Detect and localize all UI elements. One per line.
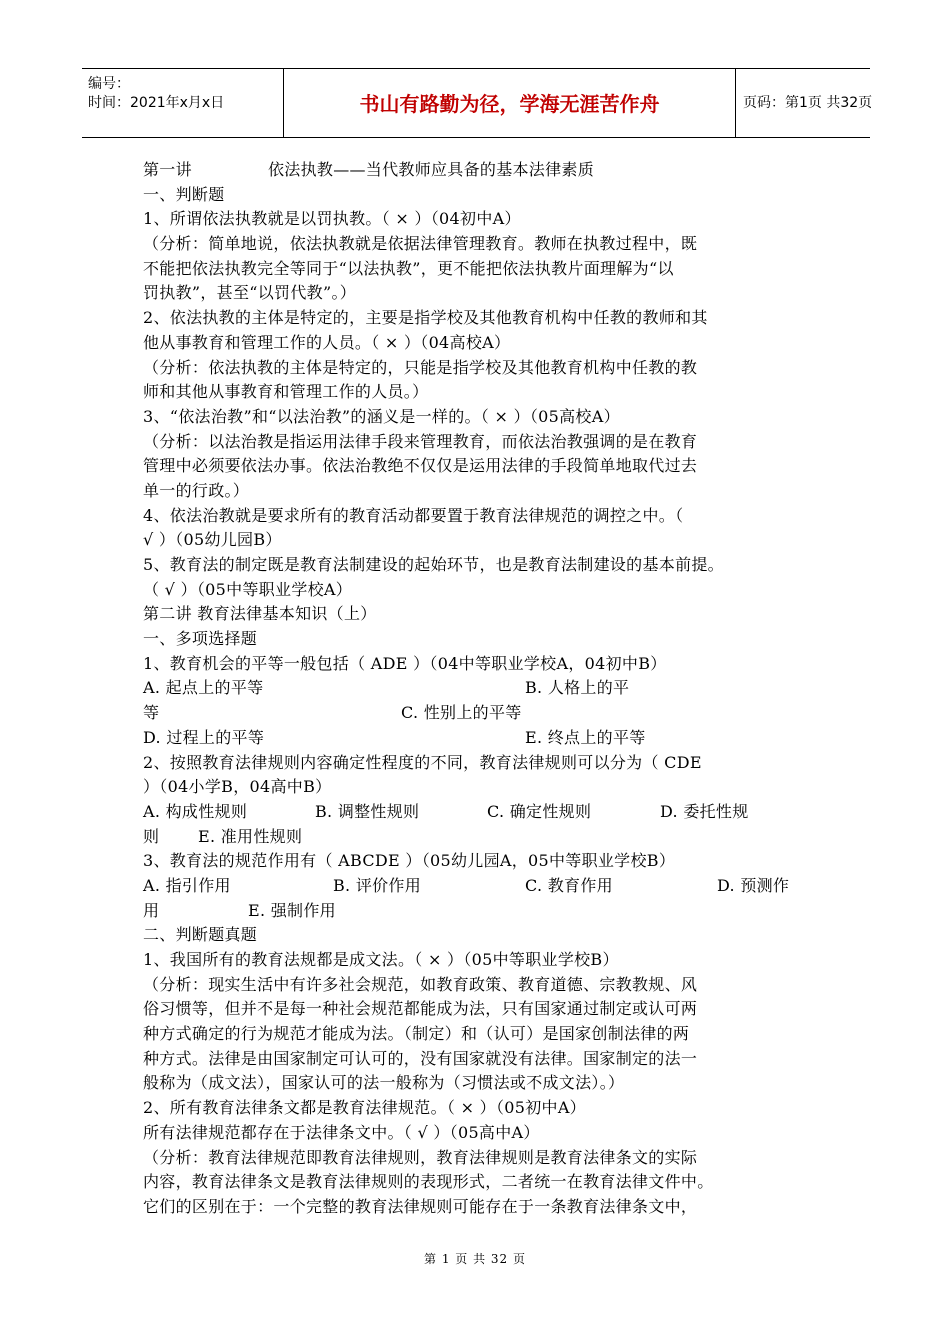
text-segment: （分析：以法治教是指运用法律手段来管理教育，而依法治教强调的是在教育: [143, 431, 698, 451]
text-segment: B. 调整性规则: [315, 801, 420, 821]
text-segment: 2、依法执教的主体是特定的，主要是指学校及其他教育机构中任教的教师和其: [143, 308, 708, 328]
text-segment: 5、教育法的制定既是教育法制建设的起始环节，也是教育法制建设的基本前提。: [143, 555, 724, 574]
text-segment: 2、所有教育法律条文都是教育法律规范。（ × ）（05初中A）: [143, 1098, 586, 1118]
text-segment: 他从事教育和管理工作的人员。（ × ）（04高校A）: [143, 332, 511, 352]
header-motto-cell: [283, 69, 736, 137]
text-segment: 管理中必须要依法办事。依法治教绝不仅仅是运用法律的手段简单地取代过去: [143, 456, 698, 476]
text-segment: C. 教育作用: [525, 875, 613, 895]
text-segment: 1、教育机会的平等一般包括（ ADE ）（04中等职业学校A，04初中B）: [143, 653, 667, 673]
text-line: [143, 306, 803, 331]
text-segment: 单一的行政。）: [143, 480, 250, 500]
page-label: 页码：第1页 共32页: [743, 95, 873, 111]
text-segment: 1、所谓依法执教就是以罚执教。（ × ）（04初中A）: [143, 209, 521, 229]
text-segment: 则: [143, 826, 160, 846]
text-line: [143, 479, 803, 504]
text-line: [143, 676, 803, 701]
text-segment: 第二讲 教育法律基本知识（上）: [143, 604, 377, 624]
text-segment: 师和其他从事教育和管理工作的人员。）: [143, 382, 429, 402]
document-header: [82, 68, 873, 138]
text-segment: B. 评价作用: [333, 875, 422, 895]
page-footer: 第 1 页 共 32 页: [424, 1252, 526, 1266]
text-segment: （分析：教育法律规范即教育法律规则，教育法律规则是教育法律条文的实际: [143, 1147, 698, 1167]
text-line: [143, 775, 803, 800]
text-segment: 罚执教”，甚至“以罚代教”。）: [143, 283, 357, 303]
header-page-cell: [735, 69, 873, 137]
text-segment: 般称为（成文法），国家认可的法一般称为（习惯法或不成文法）。）: [143, 1073, 625, 1093]
text-line: [143, 257, 803, 282]
text-line: [143, 380, 803, 405]
text-segment: C. 性别上的平等: [401, 703, 522, 723]
text-line: [143, 207, 803, 232]
text-line: [143, 849, 803, 874]
text-line: [143, 627, 803, 652]
text-segment: （分析：简单地说，依法执教就是依据法律管理教育。教师在执教过程中，既: [143, 234, 698, 254]
text-segment: 用: [143, 900, 160, 920]
text-line: [143, 751, 803, 776]
text-segment: 第一讲: [143, 160, 192, 179]
text-segment: 1、我国所有的教育法规都是成文法。（ × ）（05中等职业学校B）: [143, 950, 619, 969]
text-segment: √ ）（05幼儿园B）: [143, 530, 282, 550]
text-segment: 种方式。法律是由国家制定可认可的，没有国家就没有法律。国家制定的法一: [143, 1048, 698, 1068]
text-segment: （分析：现实生活中有许多社会规范，如教育政策、教育道德、宗教教规、风: [143, 974, 698, 994]
text-segment: 所有法律规范都存在于法律条文中。（ √ ）（05高中A）: [143, 1122, 540, 1142]
text-line: [143, 578, 803, 603]
text-line: [143, 1022, 803, 1047]
time-label: 时间：2021年x月x日: [88, 95, 225, 111]
text-segment: （ √ ）（05中等职业学校A）: [143, 579, 353, 599]
text-line: [143, 232, 803, 257]
text-line: [143, 553, 803, 578]
text-segment: 一、判断题: [143, 184, 225, 204]
text-segment: 2、按照教育法律规则内容确定性程度的不同，教育法律规则可以分为（ CDE: [143, 752, 702, 772]
text-segment: 3、教育法的规范作用有（ ABCDE ）（05幼儿园A，05中等职业学校B）: [143, 851, 676, 871]
text-segment: ）（04小学B，04高中B）: [143, 777, 332, 797]
text-segment: D. 委托性规: [660, 801, 749, 821]
text-segment: 3、“依法治教”和“以法治教”的涵义是一样的。（ × ）（05高校A）: [143, 406, 620, 426]
text-segment: A. 构成性规则: [143, 801, 248, 821]
text-segment: 等: [143, 703, 160, 723]
text-segment: D. 过程上的平等: [143, 727, 265, 747]
text-line: [143, 874, 803, 899]
text-segment: 不能把依法执教完全等同于“以法执教”，更不能把依法执教片面理解为“以: [143, 258, 674, 278]
text-line: [143, 652, 803, 677]
text-segment: C. 确定性规则: [487, 801, 592, 821]
text-segment: E. 准用性规则: [198, 826, 303, 846]
text-line: [143, 800, 803, 825]
text-line: [143, 1195, 803, 1220]
text-segment: （分析：依法执教的主体是特定的，只能是指学校及其他教育机构中任教的教: [143, 357, 698, 377]
text-line: [143, 701, 803, 726]
text-line: [143, 923, 803, 948]
text-segment: E. 强制作用: [248, 900, 336, 920]
text-segment: 二、判断题真题: [143, 925, 258, 945]
text-segment: 俗习惯等，但并不是每一种社会规范都能成为法，只有国家通过制定或认可两: [143, 999, 698, 1019]
text-line: [143, 183, 803, 208]
text-line: [143, 1047, 803, 1072]
text-segment: 内容，教育法律条文是教育法律规则的表现形式，二者统一在教育法律文件中。: [143, 1172, 714, 1192]
text-segment: A. 起点上的平等: [143, 678, 264, 698]
text-line: [143, 1146, 803, 1171]
text-segment: E. 终点上的平等: [525, 727, 646, 747]
text-line: [143, 973, 803, 998]
text-line: [143, 405, 803, 430]
document-body: [143, 158, 803, 1220]
text-line: [143, 504, 803, 529]
text-line: [143, 726, 803, 751]
motto: 书山有路勤为径，学海无涯苦作舟: [359, 92, 660, 116]
header-info-cell: [82, 69, 283, 137]
text-segment: 4、依法治教就是要求所有的教育活动都要置于教育法律规范的调控之中。（: [143, 505, 684, 525]
text-line: [143, 281, 803, 306]
text-line: [143, 1170, 803, 1195]
text-line: [143, 356, 803, 381]
text-line: [143, 528, 803, 553]
text-line: [143, 454, 803, 479]
text-segment: D. 预测作: [717, 875, 790, 895]
text-segment: 种方式确定的行为规范才能成为法。（制定）和（认可）是国家创制法律的两: [143, 1024, 690, 1044]
text-line: [143, 158, 803, 183]
text-line: [143, 1121, 803, 1146]
text-line: [143, 825, 803, 850]
text-segment: 一、多项选择题: [143, 629, 258, 649]
text-line: [143, 430, 803, 455]
text-segment: B. 人格上的平: [525, 678, 630, 698]
text-line: [143, 948, 803, 973]
text-line: [143, 1096, 803, 1121]
text-line: [143, 331, 803, 356]
text-segment: A. 指引作用: [143, 875, 231, 895]
text-line: [143, 997, 803, 1022]
text-segment: 依法执教——当代教师应具备的基本法律素质: [268, 160, 595, 179]
text-segment: 它们的区别在于：一个完整的教育法律规则可能存在于一条教育法律条文中，: [143, 1196, 698, 1216]
text-line: [143, 899, 803, 924]
number-label: 编号：: [88, 76, 130, 92]
text-line: [143, 1071, 803, 1096]
text-line: [143, 602, 803, 627]
